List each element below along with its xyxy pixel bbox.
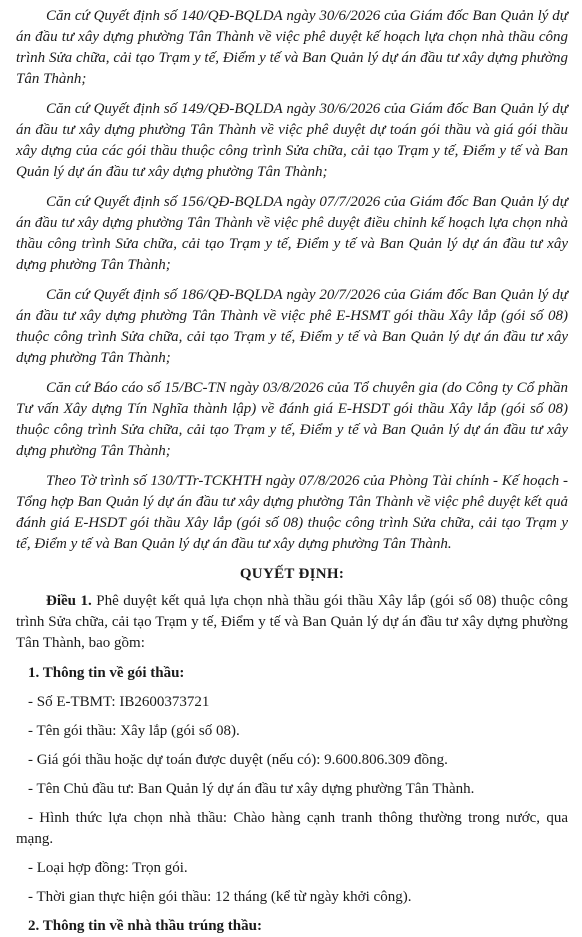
article-1 bbox=[16, 591, 568, 654]
article-1-text: Phê duyệt kết quả lựa chọn nhà thầu gói thầu Xây lắp (gói số 08) thuộc công trình Sửa chữa, cải tạo Trạm y tế, Điểm y tế và Ban Quản lý dự án đầu tư xây dựng phường Tân Thành, bao gồm: bbox=[16, 593, 568, 651]
list-item: - Tên gói thầu: Xây lắp (gói số 08). bbox=[28, 723, 240, 739]
section-2-title: 2. Thông tin về nhà thầu trúng thầu: bbox=[28, 918, 262, 934]
list-item: - Giá gói thầu hoặc dự toán được duyệt (nếu có): 9.600.806.309 đồng. bbox=[28, 752, 448, 768]
preamble-paragraph-2: Căn cứ Quyết định số 149/QĐ-BQLDA ngày 30/6/2026 của Giám đốc Ban Quản lý dự án đầu tư xây dựng phường Tân Thành về việc phê duyệt dự toán gói thầu và giá gói thầu xây dựng của các gói thầu thuộc công trình Sửa chữa, cải tạo Trạm y tế, Điểm y tế và Ban Quản lý dự án đầu tư xây dựng phường Tân Thành; bbox=[16, 101, 568, 180]
preamble-paragraph-6: Theo Tờ trình số 130/TTr-TCKHTH ngày 07/8/2026 của Phòng Tài chính - Kế hoạch - Tổng hợp Ban Quản lý dự án đầu tư xây dựng phường Tân Thành về việc phê duyệt kết quả đánh giá E-HSDT gói thầu Xây lắp (gói số 08) thuộc công trình Sửa chữa, cải tạo Trạm y tế, Điểm y tế và Ban Quản lý dự án đầu tư xây dựng phường Tân Thành. bbox=[16, 473, 568, 552]
list-item: - Loại hợp đồng: Trọn gói. bbox=[28, 860, 188, 876]
list-item: - Số E-TBMT: IB2600373721 bbox=[28, 694, 210, 710]
preamble-paragraph-4: Căn cứ Quyết định số 186/QĐ-BQLDA ngày 20/7/2026 của Giám đốc Ban Quản lý dự án đầu tư xây dựng phường Tân Thành về việc phê E-HSMT gói thầu Xây lắp (gói số 08) thuộc công trình Sửa chữa, cải tạo Trạm y tế, Điểm y tế và Ban Quản lý dự án đầu tư xây dựng phường Tân Thành; bbox=[16, 287, 568, 366]
section-1-title: 1. Thông tin về gói thầu: bbox=[28, 665, 185, 681]
list-item: - Tên Chủ đầu tư: Ban Quản lý dự án đầu tư xây dựng phường Tân Thành. bbox=[28, 781, 475, 797]
decision-heading: QUYẾT ĐỊNH: bbox=[239, 566, 345, 582]
list-item: - Hình thức lựa chọn nhà thầu: Chào hàng cạnh tranh thông thường trong nước, qua mạng. bbox=[16, 810, 568, 847]
preamble-paragraph-1: Căn cứ Quyết định số 140/QĐ-BQLDA ngày 30/6/2026 của Giám đốc Ban Quản lý dự án đầu tư xây dựng phường Tân Thành về việc phê duyệt kế hoạch lựa chọn nhà thầu công trình Sửa chữa, cải tạo Trạm y tế, Điểm y tế và Ban Quản lý dự án đầu tư xây dựng phường Tân Thành; bbox=[16, 8, 568, 87]
list-item: - Thời gian thực hiện gói thầu: 12 tháng (kể từ ngày khởi công). bbox=[28, 889, 412, 905]
article-1-label: Điều 1. bbox=[46, 593, 92, 609]
preamble-paragraph-5: Căn cứ Báo cáo số 15/BC-TN ngày 03/8/2026 của Tổ chuyên gia (do Công ty Cổ phần Tư vấn Xây dựng Tín Nghĩa thành lập) về đánh giá E-HSDT gói thầu Xây lắp (gói số 08) thuộc công trình Sửa chữa, cải tạo Trạm y tế, Điểm y tế và Ban Quản lý dự án đầu tư xây dựng phường Tân Thành; bbox=[16, 380, 568, 459]
preamble-paragraph-3: Căn cứ Quyết định số 156/QĐ-BQLDA ngày 07/7/2026 của Giám đốc Ban Quản lý dự án đầu tư xây dựng phường Tân Thành về việc phê duyệt điều chỉnh kế hoạch lựa chọn nhà thầu công trình Sửa chữa, cải tạo Trạm y tế, Điểm y tế và Ban Quản lý dự án đầu tư xây dựng phường Tân Thành; bbox=[16, 194, 568, 273]
